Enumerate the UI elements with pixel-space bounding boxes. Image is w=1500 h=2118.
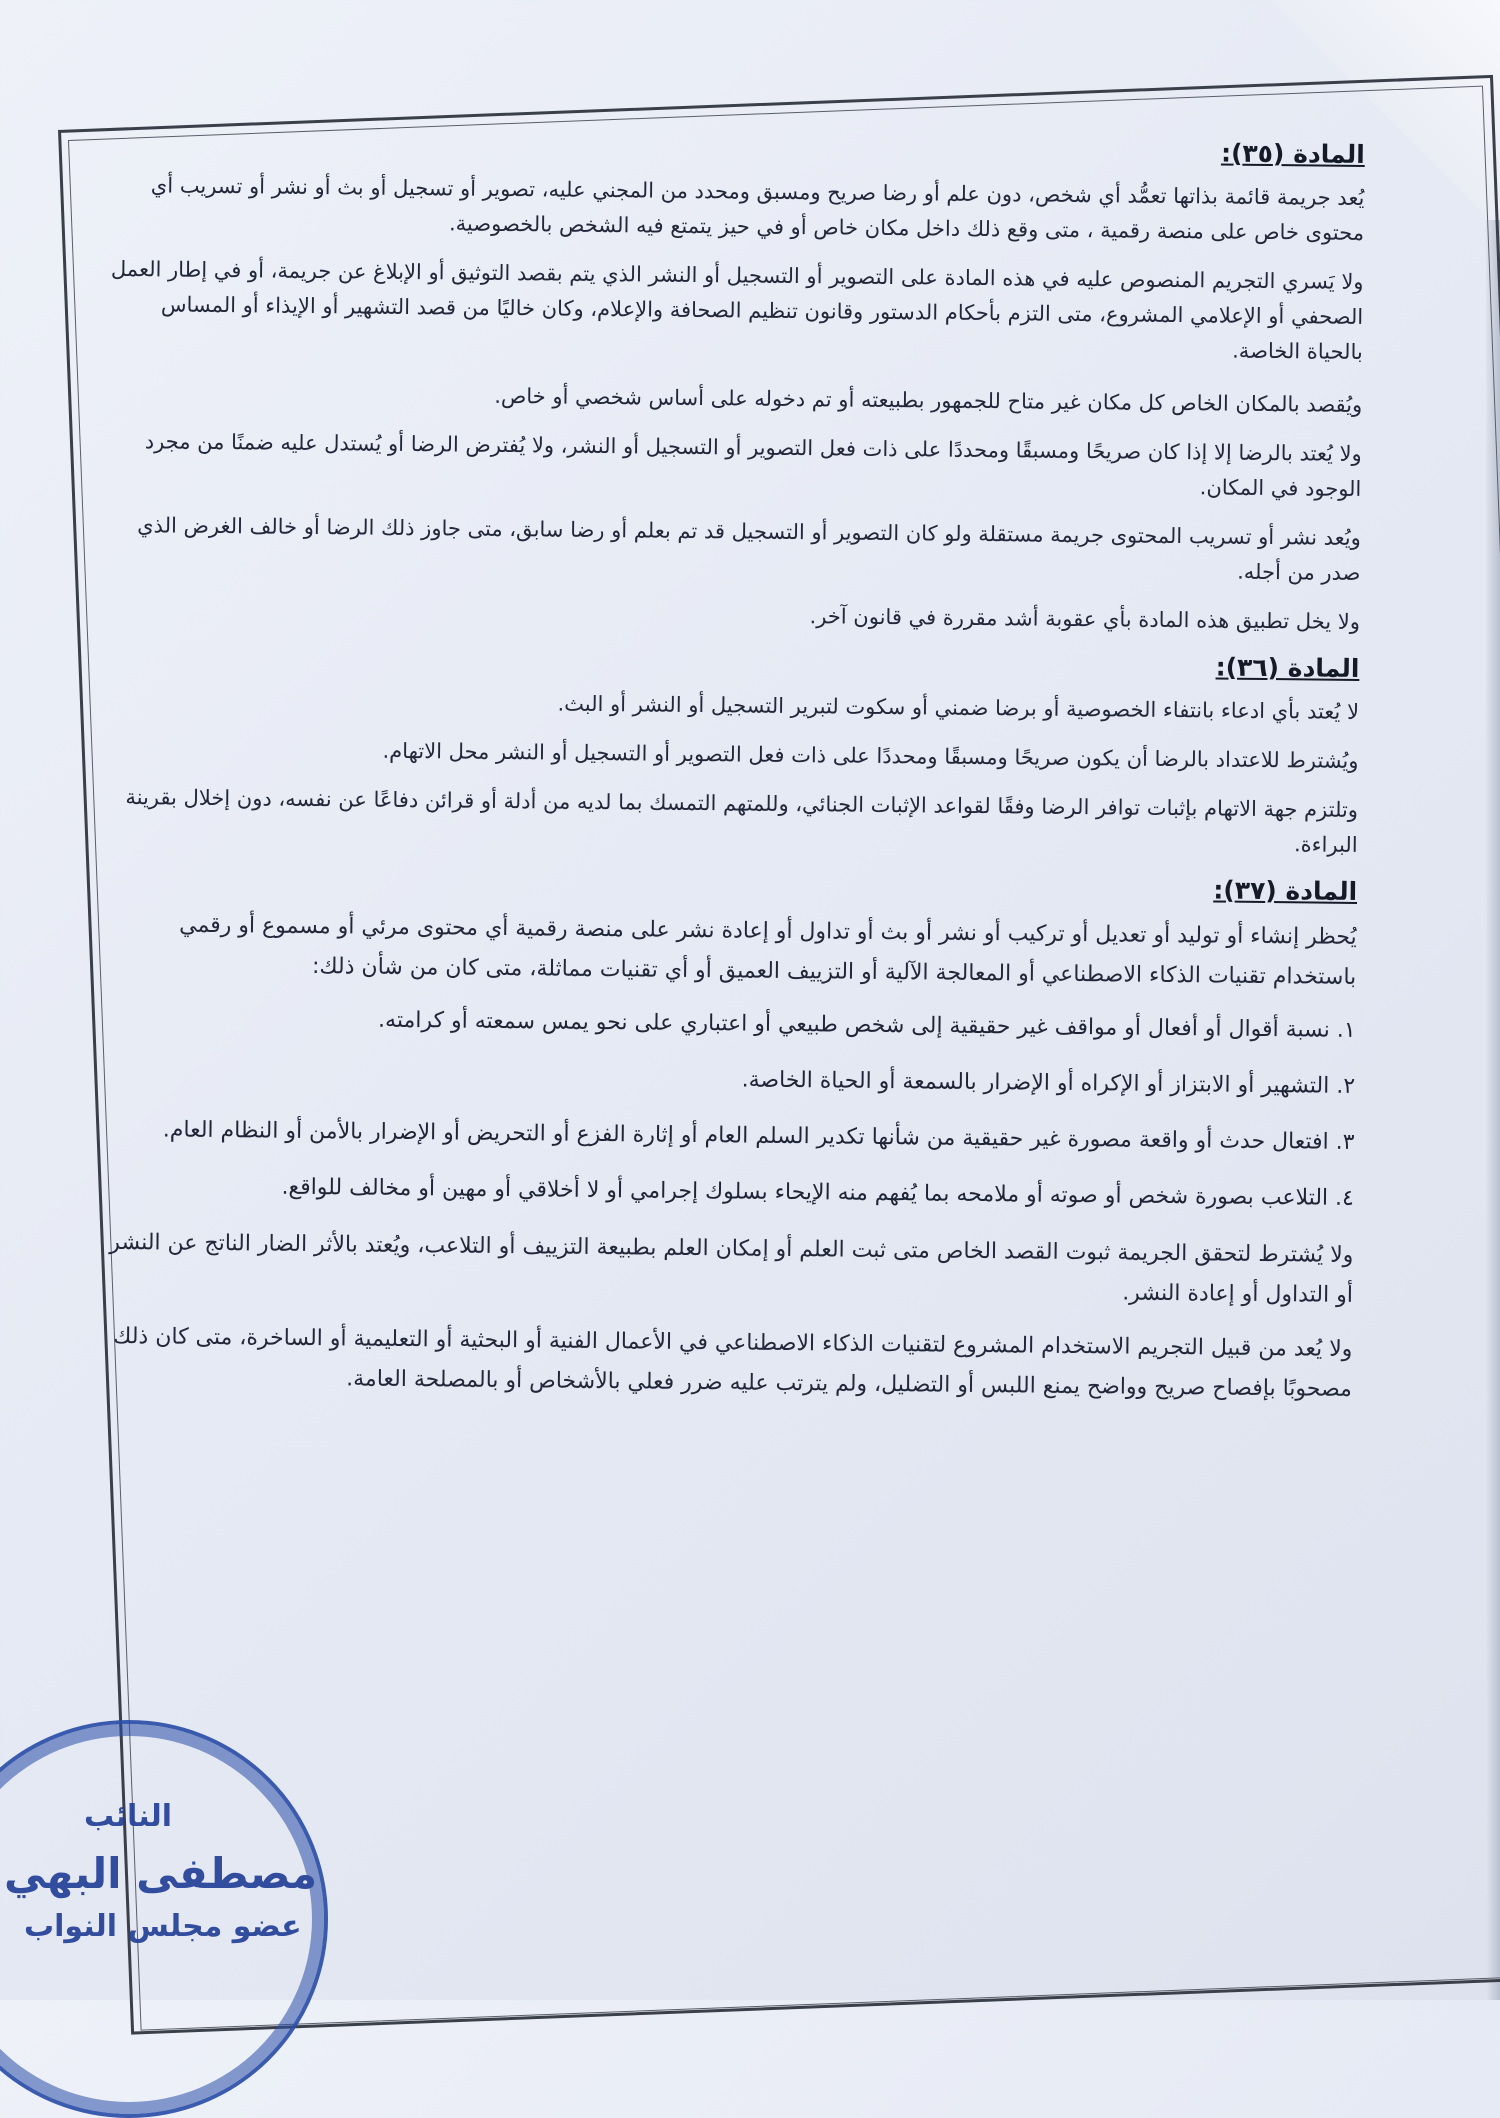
article-35-paragraph-4: ولا يُعتد بالرضا إلا إذا كان صريحًا ومسبقًا ومحددًا على ذات فعل التصوير أو التسجيل أو النشر، ولا يُفترض الرضا أو يُستدل عليه ضمنًا من مجرد الوجود في المكان. [144,429,1362,501]
article-37-item-4: ٤. التلاعب بصورة شخص أو صوته أو ملامحه بما يُفهم منه الإيحاء بسلوك إجرامي أو لا أخلاقي أو مهين أو مخالف للواقع. [281,1174,1355,1211]
article-36-paragraph-3: وتلتزم جهة الاتهام بإثبات توافر الرضا وفقًا لقواعد الإثبات الجنائي، وللمتهم التمسك بما لديه من أدلة أو قرائن دفاعًا عن نفسه، دون إخلال بقرينة البراءة. [125,785,1359,857]
article-37-intro: يُحظر إنشاء أو توليد أو تعديل أو تركيب أو نشر أو بث أو تداول أو إعادة نشر على منصة رقمية أي محتوى مرئي أو مسموع أو رقمي باستخدام تقنيات الذكاء الاصطناعي أو المعالجة الآلية أو التزييف العميق أو أي تقنيات مماثلة، متى كان من شأن ذلك: [179,912,1357,990]
article-37 [97,864,1358,1410]
article-35-paragraph-2: ولا يَسري التجريم المنصوص عليه في هذه المادة على التصوير أو التسجيل أو النشر الذي يتم بقصد التوثيق أو الإبلاغ عن جريمة، أو في إطار العمل الصحفي أو الإعلامي المشروع، متى التزم بأحكام الدستور وقانون تنظيم الصحافة والإعلام، وكان خاليًا من قصد التشهير أو الإيذاء أو المساس بالحياة الخاصة. [110,256,1364,364]
document-body [97,127,1365,1424]
article-35-paragraph-5: ويُعد نشر أو تسريب المحتوى جريمة مستقلة ولو كان التصوير أو التسجيل قد تم بعلم أو رضا سابق، متى جاوز ذلك الرضا أو خالف الغرض الذي صدر من أجله. [137,513,1361,585]
article-35-paragraph-6: ولا يخل تطبيق هذه المادة بأي عقوبة أشد مقررة في قانون آخر. [809,604,1361,634]
article-35-heading: المادة (٣٥): [1220,138,1365,169]
article-36-paragraph-1: لا يُعتد بأي ادعاء بانتفاء الخصوصية أو برضا ضمني أو سكوت لتبرير التسجيل أو النشر أو البث. [557,691,1360,724]
article-36-paragraph-2: ويُشترط للاعتداد بالرضا أن يكون صريحًا ومسبقًا ومحددًا على ذات فعل التصوير أو التسجيل أو النشر محل الاتهام. [382,738,1359,773]
article-36 [102,641,1359,863]
stamp-title: النائب [84,1799,173,1834]
article-35-paragraph-3: ويُقصد بالمكان الخاص كل مكان غير متاح للجمهور بطبيعته أو تم دخوله على أساس شخصي أو خاص. [494,383,1363,417]
article-35-paragraph-1: يُعد جريمة قائمة بذاتها تعمُّد أي شخص، دون علم أو رضا صريح ومسبق ومحدد من المجني عليه، تصوير أو تسجيل أو بث أو نشر أو تسريب أي محتوى خاص على منصة رقمية ، متى وقع ذلك داخل مكان خاص أو في حيز يتمتع فيه الشخص بالخصوصية. [150,173,1365,245]
article-37-item-3: ٣. افتعال حدث أو واقعة مصورة غير حقيقية من شأنها تكدير السلم العام أو إثارة الفزع أو التحريض أو الإضرار بالأمن أو النظام العام. [162,1117,1355,1155]
article-36-heading: المادة (٣٦): [1215,652,1360,683]
article-37-heading: المادة (٣٧): [1213,875,1358,906]
article-37-closing-1: ولا يُشترط لتحقق الجريمة ثبوت القصد الخاص متى ثبت العلم أو إمكان العلم بطبيعة التزييف أو التلاعب، ويُعتد بالأثر الضار الناتج عن النشر أو التداول أو إعادة النشر. [109,1229,1354,1308]
stamp-name: مصطفى البهي [4,1849,318,1898]
article-35 [105,127,1365,640]
article-37-item-1: ١. نسبة أقوال أو أفعال أو مواقف غير حقيقية إلى شخص طبيعي أو اعتباري على نحو يمس سمعته أو كرامته. [377,1007,1356,1043]
article-37-closing-2: ولا يُعد من قبيل التجريم الاستخدام المشروع لتقنيات الذكاء الاصطناعي في الأعمال الفنية أو البحثية أو التعليمية أو الساخرة، متى كان ذلك مصحوبًا بإفصاح صريح وواضح يمنع اللبس أو التضليل، ولم يترتب عليه ضرر فعلي بالأشخاص أو بالمصلحة العامة. [113,1323,1353,1402]
article-37-item-2: ٢. التشهير أو الابتزاز أو الإكراه أو الإضرار بالسمعة أو الحياة الخاصة. [741,1067,1356,1099]
stamp-role: عضو مجلس النواب [24,1909,302,1944]
